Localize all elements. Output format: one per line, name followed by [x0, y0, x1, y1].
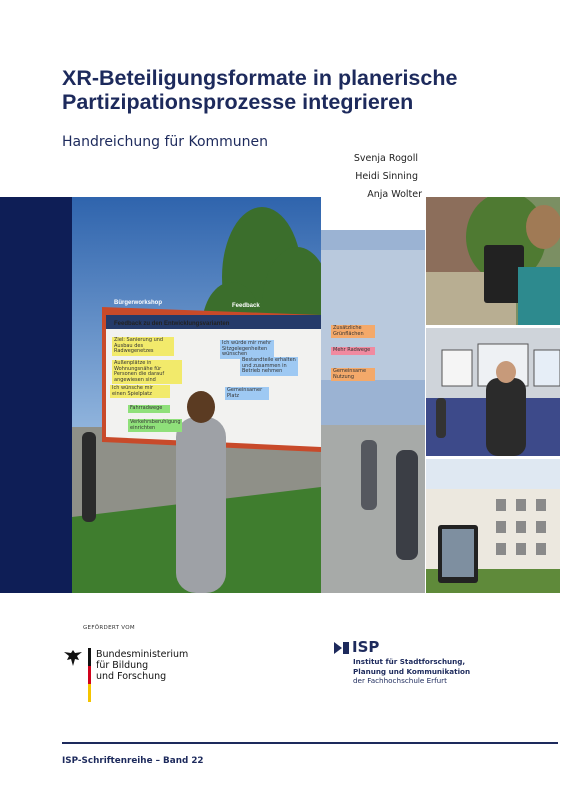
sticky-note: Außenplätze in Wohnungsnähe für Personen die darauf angewiesen sind	[112, 360, 182, 384]
sticky-note: Verkehrsberuhigung einrichten	[130, 419, 181, 431]
sticky-note: Mehr Radwege	[331, 347, 375, 355]
ministry-line: Bundesministerium	[96, 649, 189, 660]
ministry-line: und Forschung	[96, 671, 167, 682]
author-name: Svenja Rogoll	[353, 153, 418, 164]
screen-header-right: Feedback	[232, 303, 260, 309]
page-title: XR-Beteiligungsformate in planerische Partizipationsprozesse integrieren	[62, 66, 458, 114]
institute-line: Planung und Kommunikation	[353, 666, 471, 676]
sticky-note: Bestandteile erhalten und zusammen in Betrieb nehmen	[240, 357, 298, 376]
flag-stripe-red	[88, 666, 91, 684]
ministry-name	[96, 649, 236, 682]
vr-scene-image	[72, 197, 321, 593]
sticky-note: Ich würde mir mehr Sitzgelegenheiten wünschen	[220, 340, 274, 359]
institute-name	[353, 657, 533, 686]
photo-tablet-ar	[426, 197, 560, 325]
photo-vr-room	[426, 328, 560, 456]
series-label: ISP-Schriftenreihe – Band 22	[62, 756, 204, 766]
funder-label: GEFÖRDERT VOM	[83, 625, 135, 631]
sticky-note: Fahrradwege	[128, 405, 170, 413]
sticky-note: Zusätzliche Grünflächen	[331, 325, 375, 338]
sticky-note: Gemeinsame Nutzung	[331, 368, 375, 381]
institute-line: Institut für Stadtforschung,	[353, 657, 466, 666]
screen-header-left: Bürgerworkshop	[114, 300, 163, 306]
author-name: Anja Wolter	[367, 189, 422, 200]
photo-building-ar	[426, 459, 560, 593]
flag-stripe-gold	[88, 684, 91, 702]
author-name: Heidi Sinning	[355, 171, 418, 182]
subtitle: Handreichung für Kommunen	[62, 134, 269, 150]
institute-line: der Fachhochschule Erfurt	[353, 676, 447, 685]
isp-logo-text: ISP	[352, 638, 380, 656]
navy-band	[0, 197, 72, 593]
sticky-note: Gemeinsamer Platz	[225, 387, 269, 400]
flag-stripe-black	[88, 648, 91, 666]
screen-heading: Feedback zu den Entwicklungsvarianten	[114, 321, 230, 327]
federal-eagle-logo	[62, 648, 84, 673]
sticky-note: Ziel: Sanierung und Ausbau des Radwegenetzes	[112, 337, 174, 356]
ministry-line: für Bildung	[96, 660, 149, 671]
sticky-note: Ich wünsche mir einen Spielplatz	[110, 385, 170, 398]
isp-logo-icon	[334, 641, 350, 659]
vr-scene-extension	[321, 230, 425, 593]
footer-rule	[62, 742, 558, 744]
